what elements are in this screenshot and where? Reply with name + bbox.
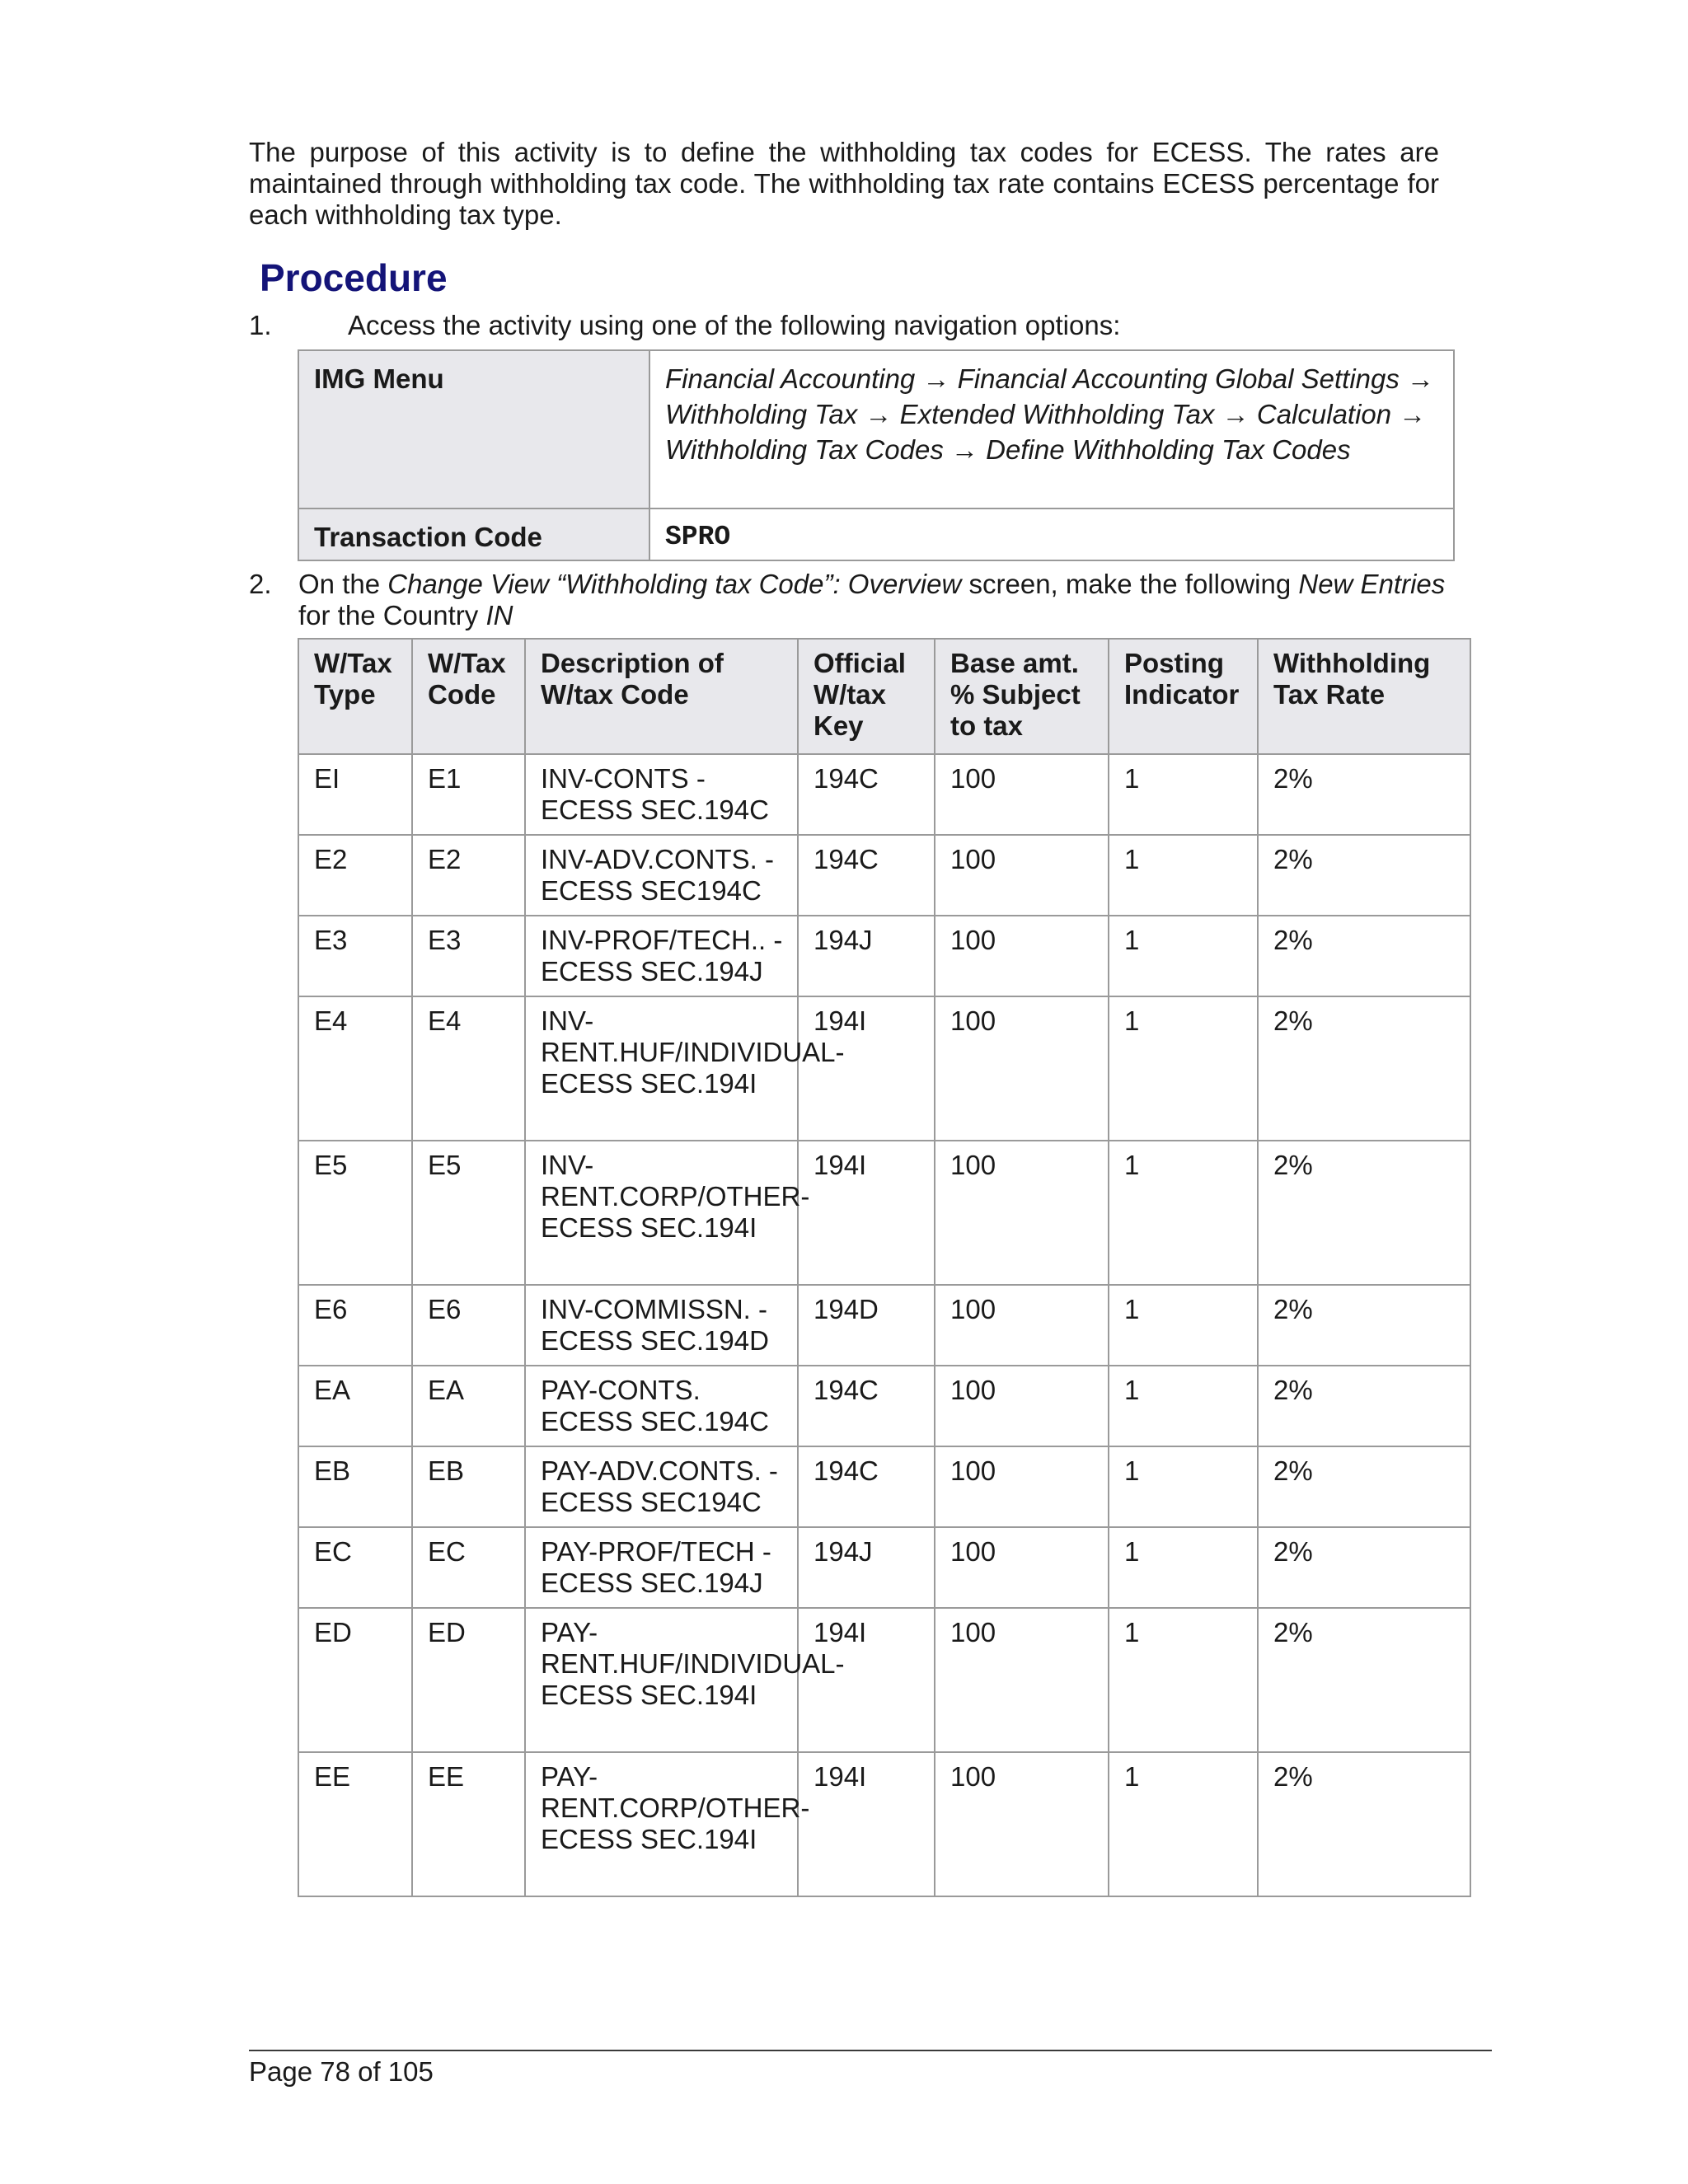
table-cell: E6 <box>298 1285 412 1366</box>
table-cell: 2% <box>1258 1608 1470 1752</box>
table-cell: E5 <box>412 1141 525 1285</box>
intro-paragraph: The purpose of this activity is to define the withholding tax codes for ECESS. The rates are maintained through withholding tax code. The withholding tax rate contains ECESS percentage for each withholding tax type. <box>249 137 1439 230</box>
table-cell: 100 <box>935 1141 1109 1285</box>
table-cell: 100 <box>935 1285 1109 1366</box>
withholding-tax-table <box>298 638 1471 1897</box>
img-menu-row <box>298 350 1454 509</box>
table-cell: 194J <box>798 916 935 996</box>
table-cell: 1 <box>1109 1608 1258 1752</box>
table-cell: 1 <box>1109 1446 1258 1527</box>
table-cell: PAY-CONTS. ECESS SEC.194C <box>525 1366 798 1446</box>
img-menu-label: IMG Menu <box>298 350 649 509</box>
table-cell: 2% <box>1258 835 1470 916</box>
table-cell: E3 <box>412 916 525 996</box>
table-cell: INV-PROF/TECH.. -ECESS SEC.194J <box>525 916 798 996</box>
table-cell: 2% <box>1258 1141 1470 1285</box>
table-cell: PAY-ADV.CONTS. -ECESS SEC194C <box>525 1446 798 1527</box>
table-cell: EA <box>412 1366 525 1446</box>
step-1-number: 1. <box>249 310 272 340</box>
table-cell: 100 <box>935 1527 1109 1608</box>
table-cell: 1 <box>1109 754 1258 835</box>
table-cell: PAY-PROF/TECH -ECESS SEC.194J <box>525 1527 798 1608</box>
table-cell: 1 <box>1109 1285 1258 1366</box>
table-row <box>298 754 1470 835</box>
table-cell: 194C <box>798 835 935 916</box>
table-row <box>298 1285 1470 1366</box>
table-row <box>298 1366 1470 1446</box>
img-menu-path: Financial Accounting → Financial Accounting Global Settings → Withholding Tax → Extended Withholding Tax → Calculation → Withholding Tax Codes → Define Withholding Tax Codes <box>649 350 1454 509</box>
table-cell: ED <box>412 1608 525 1752</box>
table-cell: 2% <box>1258 1366 1470 1446</box>
table-cell: 1 <box>1109 996 1258 1141</box>
column-header: Withholding Tax Rate <box>1258 639 1470 754</box>
table-cell: 1 <box>1109 1366 1258 1446</box>
table-cell: 194I <box>798 1608 935 1752</box>
table-row <box>298 916 1470 996</box>
column-header: Official W/tax Key <box>798 639 935 754</box>
table-cell: E2 <box>298 835 412 916</box>
table-cell: 194I <box>798 1141 935 1285</box>
table-cell: 194I <box>798 996 935 1141</box>
step-2-pre: On the <box>298 569 388 599</box>
step-2-text <box>298 569 1469 631</box>
transaction-code-label: Transaction Code <box>298 509 649 560</box>
table-cell: E4 <box>298 996 412 1141</box>
table-cell: 100 <box>935 1752 1109 1896</box>
table-cell: INV-RENT.CORP/OTHER-ECESS SEC.194I <box>525 1141 798 1285</box>
table-cell: PAY-RENT.CORP/OTHER-ECESS SEC.194I <box>525 1752 798 1896</box>
step-2-post: for the Country <box>298 600 486 630</box>
table-cell: EE <box>298 1752 412 1896</box>
column-header: Base amt. % Subject to tax <box>935 639 1109 754</box>
table-cell: EC <box>412 1527 525 1608</box>
table-cell: 100 <box>935 754 1109 835</box>
table-cell: 100 <box>935 1446 1109 1527</box>
country-code: IN <box>485 600 513 630</box>
step-2-mid: screen, make the following <box>961 569 1299 599</box>
table-cell: EC <box>298 1527 412 1608</box>
table-cell: INV-CONTS -ECESS SEC.194C <box>525 754 798 835</box>
table-cell: 194J <box>798 1527 935 1608</box>
table-row <box>298 1527 1470 1608</box>
table-cell: 1 <box>1109 835 1258 916</box>
page-number: Page 78 of 105 <box>249 2056 434 2087</box>
table-cell: 100 <box>935 1608 1109 1752</box>
table-cell: 100 <box>935 1366 1109 1446</box>
table-cell: PAY-RENT.HUF/INDIVIDUAL-ECESS SEC.194I <box>525 1608 798 1752</box>
table-cell: EB <box>412 1446 525 1527</box>
transaction-code-value: SPRO <box>649 509 1454 560</box>
table-cell: 2% <box>1258 1285 1470 1366</box>
table-cell: 194C <box>798 754 935 835</box>
table-cell: 1 <box>1109 1527 1258 1608</box>
table-cell: 100 <box>935 916 1109 996</box>
table-cell: 100 <box>935 996 1109 1141</box>
table-header-row <box>298 639 1470 754</box>
footer-divider <box>249 2050 1492 2051</box>
table-cell: 194C <box>798 1366 935 1446</box>
table-row <box>298 835 1470 916</box>
table-cell: EE <box>412 1752 525 1896</box>
table-cell: E5 <box>298 1141 412 1285</box>
table-cell: INV-COMMISSN. -ECESS SEC.194D <box>525 1285 798 1366</box>
table-cell: 1 <box>1109 916 1258 996</box>
table-cell: INV-RENT.HUF/INDIVIDUAL-ECESS SEC.194I <box>525 996 798 1141</box>
table-cell: 194I <box>798 1752 935 1896</box>
table-cell: INV-ADV.CONTS. -ECESS SEC194C <box>525 835 798 916</box>
table-cell: E1 <box>412 754 525 835</box>
table-cell: 2% <box>1258 996 1470 1141</box>
table-row <box>298 1752 1470 1896</box>
transaction-code-row <box>298 509 1454 560</box>
table-cell: 2% <box>1258 1752 1470 1896</box>
column-header: W/Tax Type <box>298 639 412 754</box>
table-cell: 2% <box>1258 754 1470 835</box>
screen-name: Change View “Withholding tax Code”: Overview <box>387 569 962 599</box>
table-cell: 1 <box>1109 1752 1258 1896</box>
table-cell: 1 <box>1109 1141 1258 1285</box>
table-cell: 2% <box>1258 916 1470 996</box>
table-cell: 100 <box>935 835 1109 916</box>
table-cell: EI <box>298 754 412 835</box>
table-row <box>298 996 1470 1141</box>
table-cell: 2% <box>1258 1527 1470 1608</box>
table-cell: 194D <box>798 1285 935 1366</box>
navigation-table <box>298 349 1455 561</box>
column-header: W/Tax Code <box>412 639 525 754</box>
table-cell: ED <box>298 1608 412 1752</box>
table-row <box>298 1446 1470 1527</box>
table-cell: E6 <box>412 1285 525 1366</box>
table-cell: E3 <box>298 916 412 996</box>
table-cell: 2% <box>1258 1446 1470 1527</box>
table-row <box>298 1141 1470 1285</box>
table-cell: EA <box>298 1366 412 1446</box>
column-header: Description of W/tax Code <box>525 639 798 754</box>
table-cell: 194C <box>798 1446 935 1527</box>
table-cell: EB <box>298 1446 412 1527</box>
table-row <box>298 1608 1470 1752</box>
table-cell: E2 <box>412 835 525 916</box>
table-cell: E4 <box>412 996 525 1141</box>
procedure-heading: Procedure <box>260 256 448 299</box>
new-entries-label: New Entries <box>1298 569 1446 599</box>
step-1-text: Access the activity using one of the following navigation options: <box>348 310 1121 340</box>
column-header: Posting Indicator <box>1109 639 1258 754</box>
step-2-number: 2. <box>249 569 272 599</box>
